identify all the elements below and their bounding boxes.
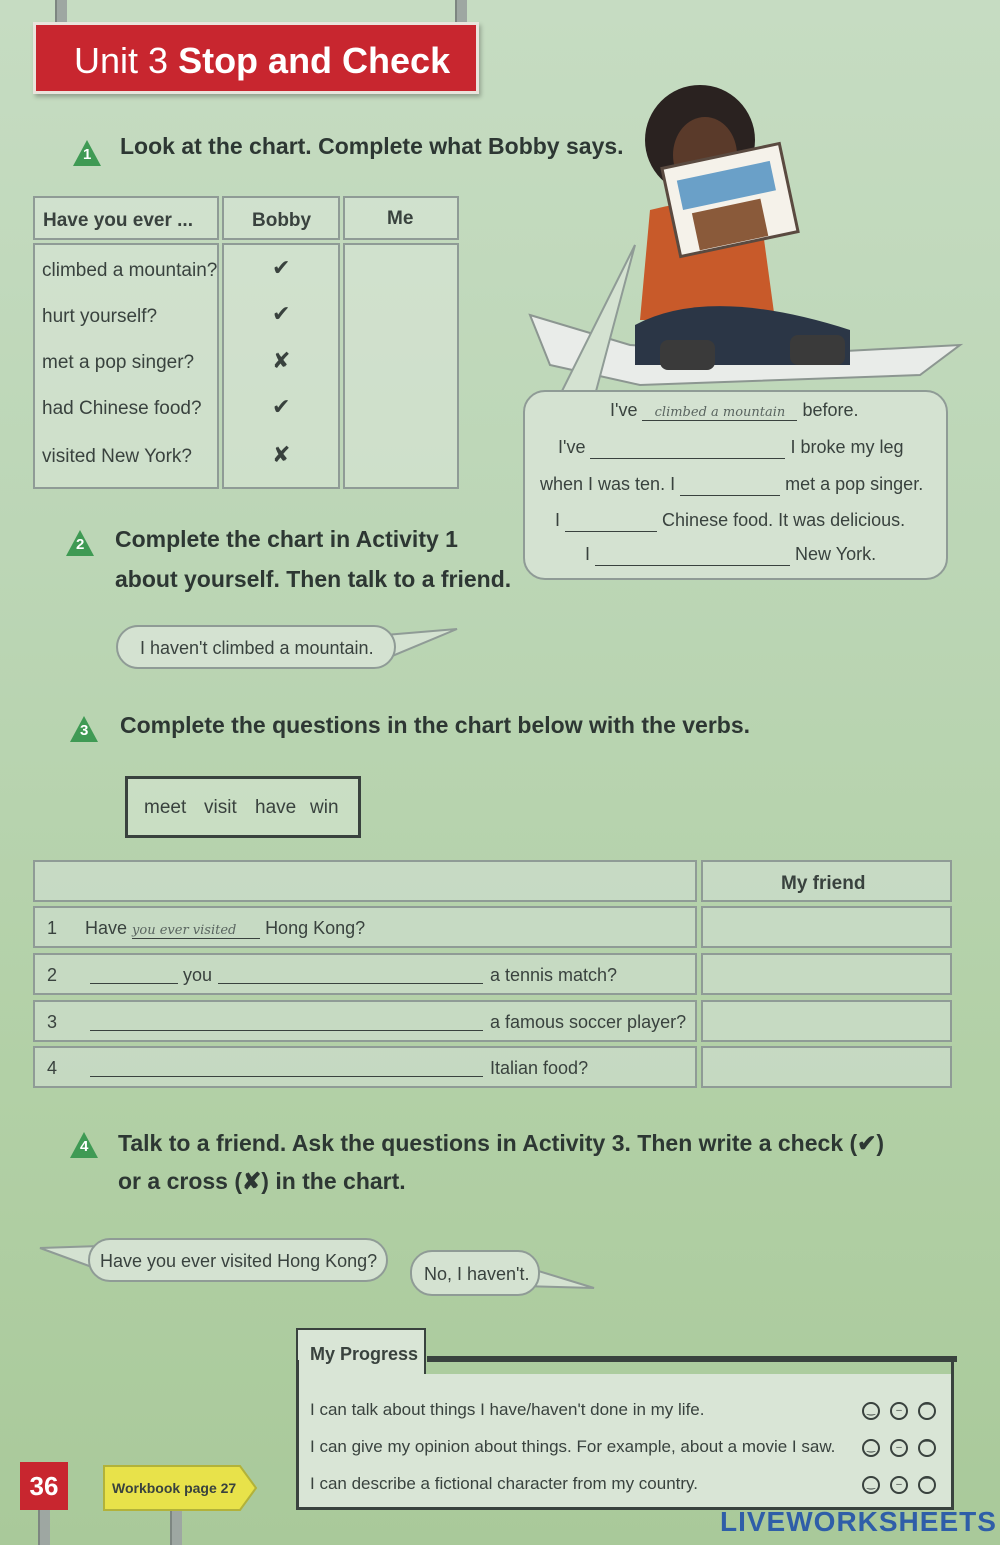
answer-blank[interactable] xyxy=(680,474,780,496)
table-header-cell: Me xyxy=(343,196,459,240)
happy-face-icon[interactable]: ‿ xyxy=(862,1402,880,1420)
happy-face-icon[interactable]: ‿ xyxy=(862,1439,880,1457)
activity-4-badge: 4 xyxy=(70,1132,98,1158)
unit-label: Unit 3 xyxy=(74,40,169,81)
progress-item: I can give my opinion about things. For example, about a movie I saw. xyxy=(310,1437,836,1456)
sad-face-icon[interactable]: ⌒ xyxy=(918,1402,936,1420)
verb-word: visit xyxy=(204,797,237,818)
table-row-question: climbed a mountain? xyxy=(42,260,218,281)
activity-1-instruction: Look at the chart. Complete what Bobby says. xyxy=(120,133,624,159)
activity-3-instruction: Complete the questions in the chart below with the verbs. xyxy=(120,712,751,738)
word-box xyxy=(125,776,361,838)
table-row: 3 a famous soccer player? xyxy=(33,1000,697,1042)
progress-item: I can describe a fictional character from my country. xyxy=(310,1474,699,1493)
verb-word: meet xyxy=(144,797,187,818)
answer-blank[interactable] xyxy=(90,983,178,984)
table-row-question: visited New York? xyxy=(42,446,192,467)
answer-blank[interactable] xyxy=(590,437,785,459)
table-row: 4 Italian food? xyxy=(33,1046,697,1088)
bubble-tail xyxy=(385,627,465,667)
activity-3-badge: 3 xyxy=(70,716,98,742)
sad-face-icon[interactable]: ⌒ xyxy=(918,1439,936,1457)
unit-banner xyxy=(33,22,479,94)
table-header-cell: My friend xyxy=(701,860,952,902)
verb-word: win xyxy=(310,797,339,818)
table-row-question: met a pop singer? xyxy=(42,352,195,373)
table-header-cell: Bobby xyxy=(222,196,340,240)
check-mark: ✔ xyxy=(272,394,291,419)
workbook-link[interactable]: Workbook page 27 xyxy=(112,1480,237,1496)
neutral-face-icon[interactable]: – xyxy=(890,1439,908,1457)
answer-speech-bubble: No, I haven't. xyxy=(410,1250,540,1296)
example-answer: you ever visited xyxy=(132,923,260,939)
answer-cell[interactable] xyxy=(701,1046,952,1088)
happy-face-icon[interactable]: ‿ xyxy=(862,1476,880,1494)
answer-blank[interactable] xyxy=(90,1076,483,1077)
answer-cell[interactable] xyxy=(701,953,952,995)
bobby-speech-bubble: I've climbed a mountain before. I've I broke my leg when I was ten. I met a pop singer. I Chinese food. It was delicious. I New York. xyxy=(523,390,948,580)
table-row: 2 you a tennis match? xyxy=(33,953,697,995)
example-speech-bubble: I haven't climbed a mountain. xyxy=(116,625,396,669)
table-row-question: hurt yourself? xyxy=(42,306,158,327)
cross-mark: ✘ xyxy=(272,348,291,373)
sad-face-icon[interactable]: ⌒ xyxy=(918,1476,936,1494)
page-number: 36 xyxy=(20,1462,68,1510)
page-title: Stop and Check xyxy=(178,40,451,81)
me-column[interactable] xyxy=(343,243,459,489)
answer-blank[interactable] xyxy=(90,1030,483,1031)
cross-mark: ✘ xyxy=(272,442,291,467)
verb-word: have xyxy=(255,797,297,818)
activity-2-badge: 2 xyxy=(66,530,94,556)
activity-4-instruction: or a cross (✘) in the chart. xyxy=(118,1168,406,1194)
neutral-face-icon[interactable]: – xyxy=(890,1402,908,1420)
table-header-cell xyxy=(33,860,697,902)
answer-blank[interactable] xyxy=(595,544,790,566)
example-answer: climbed a mountain xyxy=(642,405,797,421)
neutral-face-icon[interactable]: – xyxy=(890,1476,908,1494)
check-mark: ✔ xyxy=(272,255,291,280)
activity-1-badge: 1 xyxy=(73,140,101,166)
activity-2-instruction: Complete the chart in Activity 1 xyxy=(115,526,458,552)
question-speech-bubble: Have you ever visited Hong Kong? xyxy=(88,1238,388,1282)
activity-2-instruction: about yourself. Then talk to a friend. xyxy=(115,566,512,592)
activity-4-instruction: Talk to a friend. Ask the questions in Activity 3. Then write a check (✔) xyxy=(118,1130,885,1156)
answer-blank[interactable] xyxy=(218,983,483,984)
answer-cell[interactable] xyxy=(701,1000,952,1042)
watermark: LIVEWORKSHEETS xyxy=(720,1506,997,1537)
speech-bubble-tail xyxy=(540,240,650,400)
table-row: 1 Have you ever visited Hong Kong? xyxy=(33,906,697,948)
table-row-question: had Chinese food? xyxy=(42,398,202,419)
progress-item: I can talk about things I have/haven't done in my life. xyxy=(310,1400,705,1419)
progress-title-tab: My Progress xyxy=(296,1328,426,1378)
answer-blank[interactable] xyxy=(565,510,657,532)
answer-cell[interactable] xyxy=(701,906,952,948)
check-mark: ✔ xyxy=(272,301,291,326)
table-header-cell: Have you ever ... xyxy=(33,196,219,240)
